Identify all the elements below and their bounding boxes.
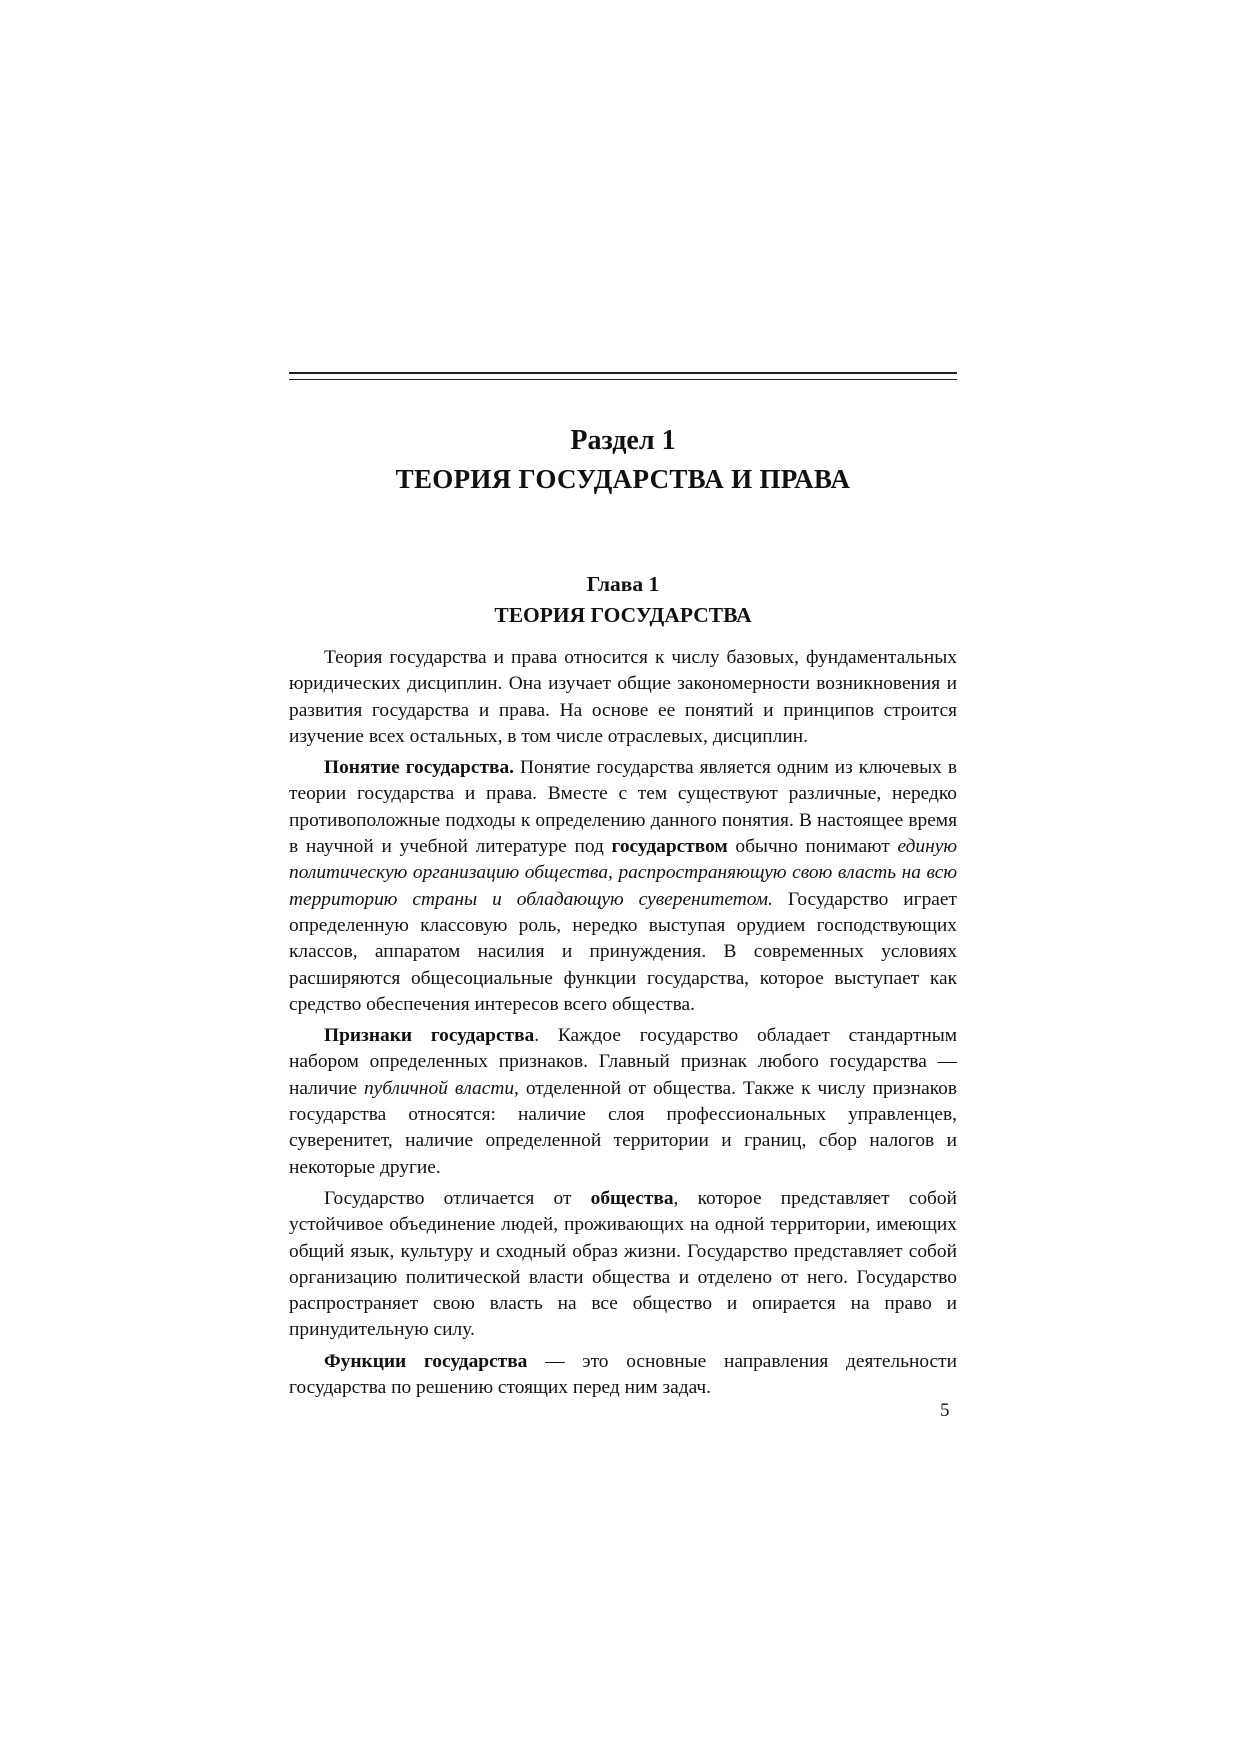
term-state-functions: Функции государства [324,1350,528,1372]
section-title: ТЕОРИЯ ГОСУДАРСТВА И ПРАВА [395,464,851,494]
paragraph-state-features: Признаки государства. Каждое государство обладает стандартным набором определенных признаков. Главный признак любого государства — наличие публичной власти, отделенной от общества. Также к числу признаков государства относятся: наличие слоя профессиональных управленцев, суверенитет, наличие определенной территории и границ, сбор налогов и некоторые другие. [289,1025,957,1178]
section-label: Раздел 1 [570,425,676,456]
term-state: государством [611,836,728,858]
page-number: 5 [940,1400,950,1421]
term-state-concept: Понятие государства. [324,757,514,779]
paragraph-intro: Теория государства и права относится к числу базовых, фундаментальных юридических дисциплин. Она изучает общие закономерности возникновения и развития государства и права. На основе ее понятий и принципов строится изучение всех остальных, в том числе отраслевых, дисциплин. [289,647,957,747]
paragraph-state-functions: Функции государства — это основные направления деятельности государства по решению стоящих перед ним задач. [289,1350,957,1399]
state-definition: единую политическую организацию общества, распространяющую свою власть на всю территорию страны и обладающую суверенитетом. [289,836,957,910]
body-text [289,645,957,1401]
chapter-heading [289,569,957,631]
term-state-features: Признаки государства [324,1025,535,1047]
paragraph-state-society: Государство отличается от общества, которое представляет собой устойчивое объединение людей, проживающих на одной территории, имеющих общий язык, культуру и сходный образ жизни. Государство представляет собой организацию политической власти общества и отделено от него. Государство распространяет свою власть на все общество и опирается на право и принудительную силу. [289,1187,957,1341]
chapter-label: Глава 1 [586,572,660,596]
paragraph-state-concept: Понятие государства. Понятие государства является одним из ключевых в теории государства и права. Вместе с тем существуют различные, нередко противоположные подходы к определению данного понятия. В настоящее время в научной и учебной литературе под государством обычно понимают единую политическую организацию общества, распространяющую свою власть на всю территорию страны и обладающую суверенитетом. Государство играет определенную классовую роль, нередко выступая орудием господствующих классов, аппаратом насилия и принуждения. В современных условиях расширяются общесоциальные функции государства, которое выступает как средство обеспечения интересов всего общества. [289,757,958,1015]
double-rule-bottom [289,379,957,380]
term-society: общества [590,1187,674,1209]
chapter-title: ТЕОРИЯ ГОСУДАРСТВА [494,603,752,627]
term-public-power: публичной власти [363,1077,515,1099]
section-heading [289,422,957,498]
page-content [289,372,957,1406]
double-rule-top [289,372,957,374]
